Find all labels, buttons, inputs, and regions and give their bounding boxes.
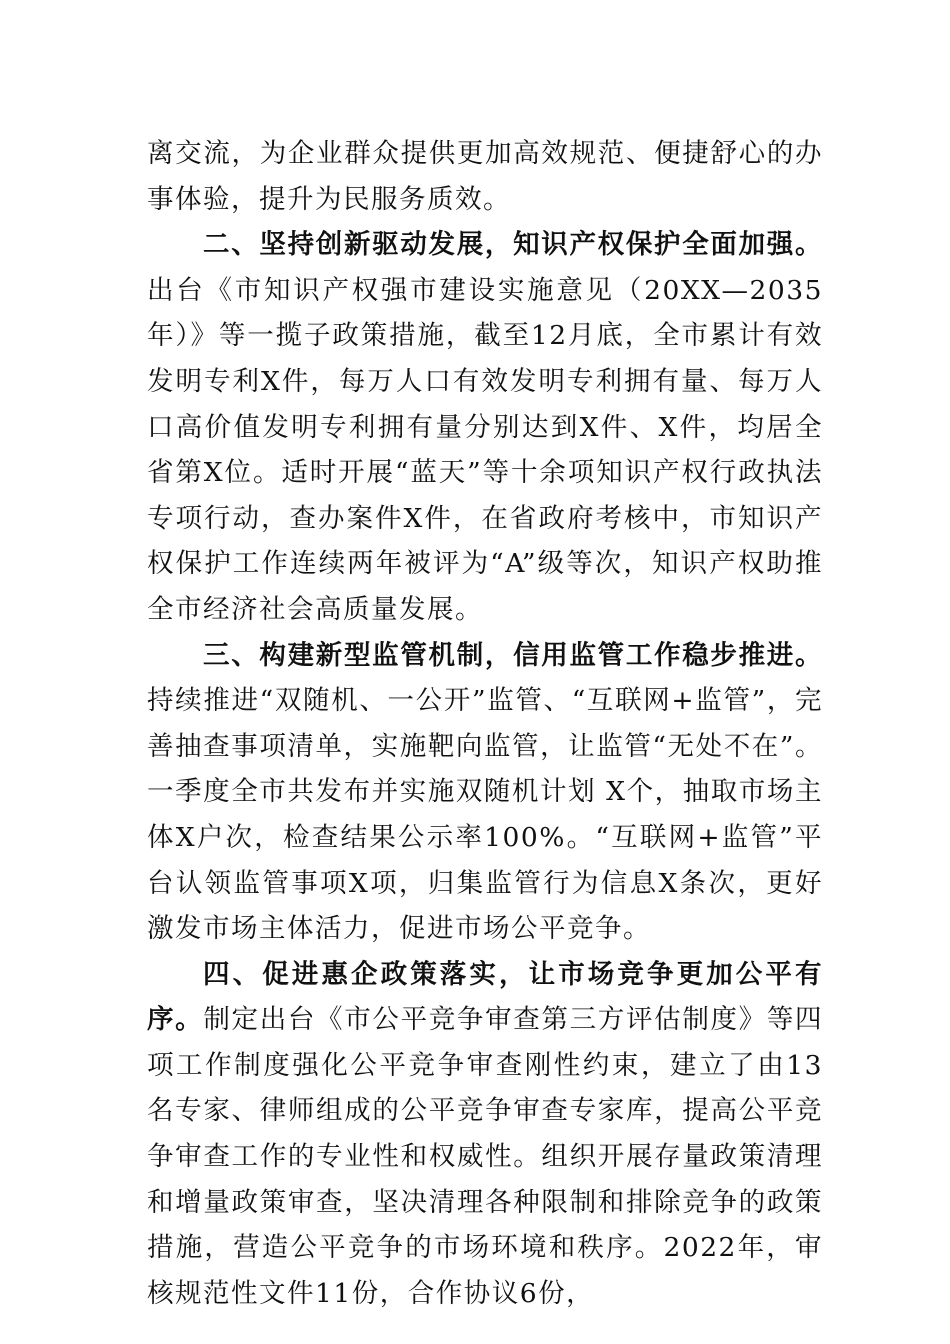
paragraph-continuation: [147, 131, 823, 222]
paragraph-text: 制定出台《市公平竞争审查第三方评估制度》等四项工作制度强化公平竞争审查刚性约束，建立了由13名专家、律师组成的公平竞争审查专家库，提高公平竞争审查工作的专业性和权威性。组织开展存量政策清理和增量政策审查，坚决清理各种限制和排除竞争的政策措施，营造公平竞争的市场环境和秩序。2022年，审核规范性文件11份，合作协议6份，: [147, 1004, 824, 1309]
section-heading: 二、坚持创新驱动发展，知识产权保护全面加强。: [203, 229, 823, 261]
section-heading: 三、构建新型监管机制，信用监管工作稳步推进。: [203, 639, 823, 671]
paragraph-section-3: [147, 633, 823, 952]
paragraph-section-2: [147, 222, 823, 632]
document-body: [147, 131, 823, 1316]
paragraph-text: 持续推进“双随机、一公开”监管、“互联网+监管”，完善抽查事项清单，实施靶向监管，让监管“无处不在”。一季度全市共发布并实施双随机计划 X个，抽取市场主体X户次，检查结果公示率100%。“互联网+监管”平台认领监管事项X项，归集监管行为信息X条次，更好激发市场主体活力，促进市场公平竞争。: [147, 685, 823, 945]
paragraph-text: 出台《市知识产权强市建设实施意见（20XX—2035年）》等一揽子政策措施，截至12月底，全市累计有效发明专利X件，每万人口有效发明专利拥有量、每万人口高价值发明专利拥有量分别达到X件、X件，均居全省第X位。适时开展“蓝天”等十余项知识产权行政执法专项行动，查办案件X件，在省政府考核中，市知识产权保护工作连续两年被评为“A”级等次，知识产权助推全市经济社会高质量发展。: [147, 274, 823, 625]
section-heading: 四、促进惠企政策落实，让市场竞争更加公平有序。: [147, 958, 823, 1036]
paragraph-text: 离交流，为企业群众提供更加高效规范、便捷舒心的办事体验，提升为民服务质效。: [147, 138, 823, 215]
paragraph-section-4: [147, 952, 823, 1317]
